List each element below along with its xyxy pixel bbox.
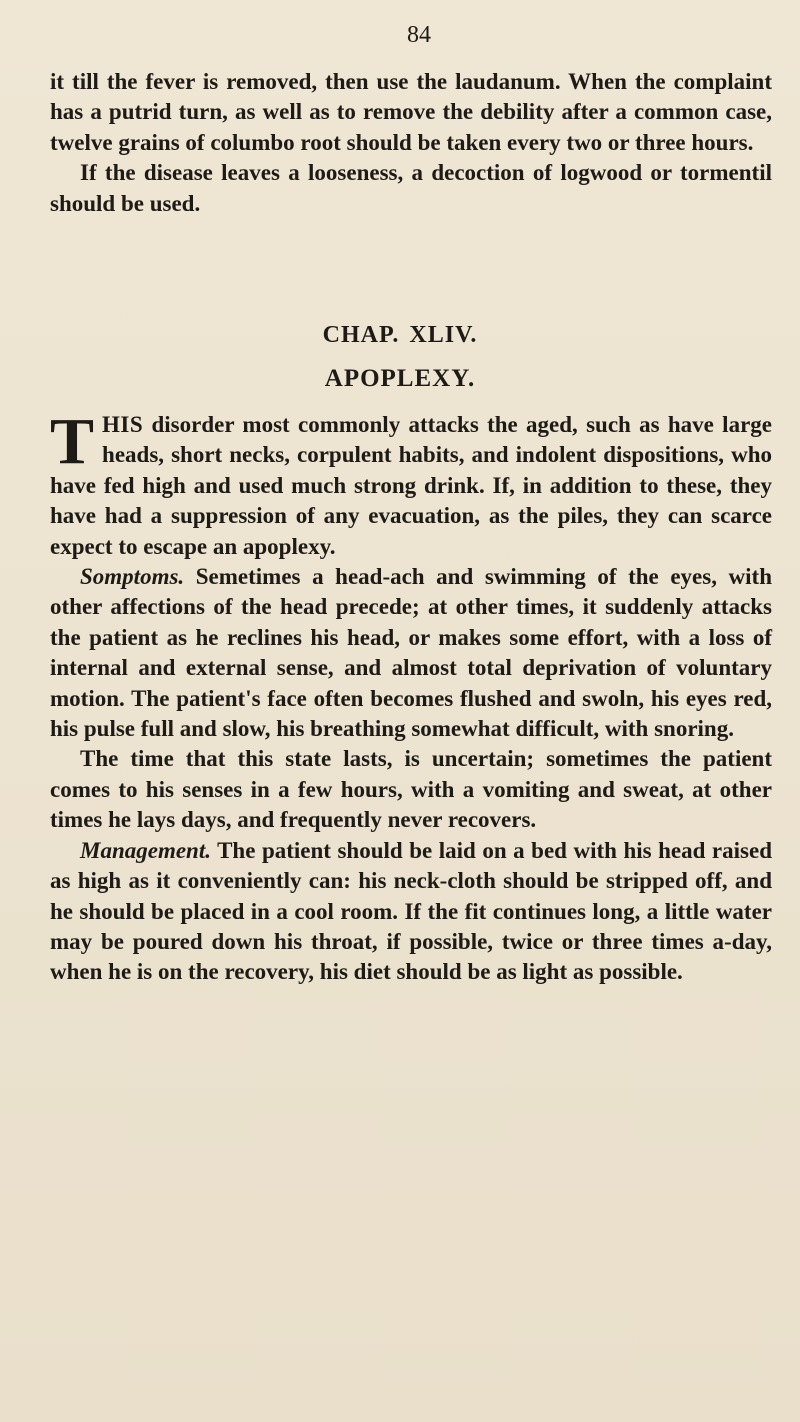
management-text: The patient should be laid on a bed with his head raised as high as it conveniently can: his neck-cloth should be stripped off, and he should be placed in a cool room. If the fit continues long, a little water may be poured down his throat, if possible, twice or three times a-day, when he is on the recovery, his diet should be as light as possible.	[50, 837, 772, 985]
intro-text: disorder most commonly attacks the aged, such as have large heads, short necks, corpulent habits, and indolent dispositions, who have fed high and used much strong drink. If, in addition to these, they have had a suppression of any evacuation, as the piles, they can scarce expect to escape an apoplexy.	[50, 412, 772, 559]
continuation-text	[50, 67, 772, 219]
management-label: Management.	[80, 837, 211, 863]
continuation-paragraph-1: it till the fever is removed, then use the laudanum. When the complaint has a putrid turn, as well as to remove the debility after a common case, twelve grains of columbo root should be taken every two or three hours.	[50, 69, 772, 155]
symptoms-label: Somptoms.	[80, 564, 185, 590]
management-paragraph	[50, 836, 772, 988]
continuation-paragraph-2: If the disease leaves a looseness, a decoction of logwood or tormentil should be used.	[50, 160, 772, 216]
symptoms-paragraph	[50, 562, 772, 744]
chapter-title: APOPLEXY.	[324, 365, 476, 392]
symptoms-text: Semetimes a head-ach and swimming of the eyes, with other affections of the head precede; at other times, it suddenly attacks the patient as he reclines his head, or makes some effort, with a loss of internal and external sense, and almost total deprivation of voluntary motion. The patient's face often becomes flushed and swoln, his eyes red, his pulse full and slow, his breathing somewhat difficult, with snoring.	[50, 564, 772, 742]
drop-cap-letter: T	[50, 405, 95, 478]
intro-paragraph	[50, 405, 772, 562]
page-number: 84	[407, 22, 431, 48]
chapter-body	[50, 405, 772, 988]
lead-word: HIS	[102, 412, 144, 437]
duration-paragraph: The time that this state lasts, is uncertain; sometimes the patient comes to his senses in a few hours, with a vomiting and sweat, at other times he lays days, and frequently never recovers.	[50, 746, 772, 833]
chapter-heading: CHAP. XLIV.	[322, 322, 478, 348]
